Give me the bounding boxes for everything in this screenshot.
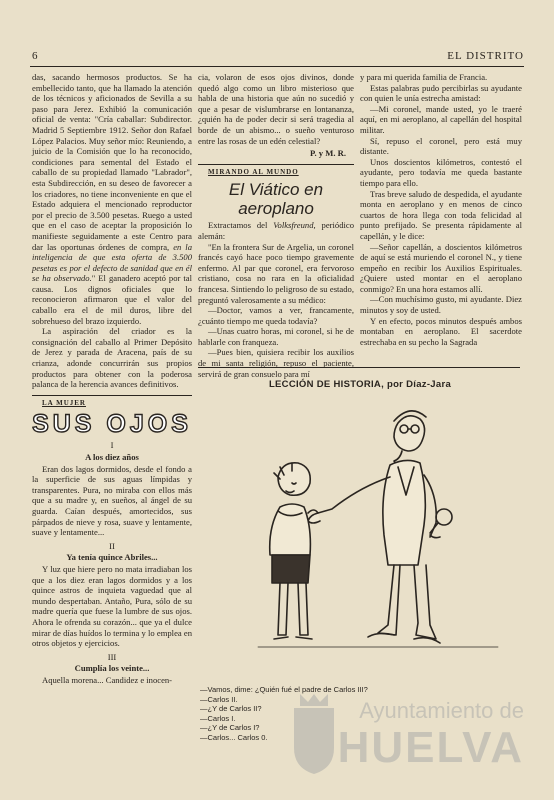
- horse-article-paragraph-2: La aspiración del criador es la consignación del caballo al Primer Depósito de Jerez y parada de Aracena, país de su crianza, adonde concurrirán sus propios productos para obtener con la poderosa palanca de la herencia avances definitivos.: [32, 326, 192, 390]
- student-figure: [270, 463, 318, 639]
- dialogue-line: —¿Y de Carlos I?: [200, 723, 260, 732]
- dialogue-line: —Vamos, dime: ¿Quién fué el padre de Carlos III?: [200, 685, 368, 694]
- horse-article-paragraph: [32, 72, 192, 326]
- column-right: [360, 72, 522, 347]
- author-signature: P. y M. R.: [310, 148, 346, 159]
- part-number-3: III: [107, 651, 117, 662]
- sus-ojos-paragraph-2: Y luz que hiere pero no mata irradiaban los que a los diez eran lagos dormidos y a los quince astros de inquieta vaguedad que al mundo despertaban. Antaño, Pura, sólo de su madre quería que fuese la lumbre de sus ojos. Ahora le ofrenda su corazón... que ya el dulce mirar de días huídos lo termina y lo emplea en otros objetos y ejercicios.: [32, 563, 192, 649]
- page-number: 6: [32, 50, 38, 62]
- viatico-intro-text: Extractamos del: [208, 220, 274, 231]
- archive-watermark: [284, 668, 524, 798]
- city-seal-icon: [284, 688, 344, 778]
- watermark-line-2: HUELVA: [337, 723, 524, 772]
- viatico-paragraph-12: —Con muchísimo gusto, mi ayudante. Diez minutos y soy de usted.: [360, 294, 522, 316]
- teacher-figure: [308, 411, 452, 643]
- viatico-paragraph-4: —Pues bien, quisiera recibir los auxilios de mi santa religión, repuso el paciente, servirá de gran consuelo para mí: [198, 347, 354, 379]
- viatico-source-name: Volksfreund: [273, 220, 314, 231]
- part-subtitle-2: Ya tenía quince Abriles...: [66, 552, 158, 563]
- section-divider: [198, 164, 354, 165]
- part-number-2: II: [109, 540, 115, 551]
- article-title-sus-ojos: SUS OJOS: [32, 410, 192, 439]
- sus-ojos-continuation: cia, volaron de esos ojos divinos, donde quedó algo como un libro misterioso que habla de una historia que aún no sucedió y que a pesar de vislumbrarse en lontananza, ¿quién ha de poder decir si será tragedia al borde de un abismo... o sueño venturoso entre las rosas de un edén celestial?: [198, 72, 354, 146]
- dialogue-line: —Carlos II.: [200, 694, 238, 704]
- horse-article-text: das, sacando hermosos productos. Se ha embellecido tanto, que ha llamado la atención de los técnicos y aficionados de Sevilla a su paso para Jerez. Exhibió la comunicación oficial de venta: "Cría caballar: Subdirector. Madrid 5 Septiembre 1912. Señor don Rafael López Palacios. Muy señor mío: Reuniendo, a juicio de la Comisión que lo ha reconocido, condiciones para semental del Estado el caballo de su propiedad llamado "Labrador", esta Subdirección, en su deseo de favorecer a los criadores, no tiene inconveniente en que el Estado adquiera el mencionado reproductor por el precio de 3.500 pesetas. Ruego a usted que en el caso de aceptar la proposición lo manifieste seguidamente a este Centro para dar las oportunas órdenes de compra,: [32, 72, 192, 252]
- horse-article-italic: en la inteligencia de que esta oferta de 3.500 pesetas es por el defecto de sanidad que en él se ha observado.: [32, 241, 192, 284]
- sus-ojos-paragraph-3: Aquella morena... Candidez e inocen-: [42, 674, 173, 685]
- viatico-paragraph-6: Estas palabras pudo percibirlas su ayudante con quien le unía estrecha amistad:: [360, 82, 522, 104]
- viatico-intro-text-end: , periódico alemán:: [198, 220, 354, 241]
- viatico-paragraph-10: Tras breve saludo de despedida, el ayudante monta en aeroplano y en menos de cinco cuartos de hora llega con toda felicidad al punto prefijado. Se presenta rápidamente al capellán, y le dice:: [360, 188, 522, 241]
- article-title-viatico: El Viático en aeroplano: [228, 180, 324, 219]
- cartoon-title: LECCIÓN DE HISTORIA, por Díaz-Jara: [268, 379, 452, 390]
- dialogue-line: —Carlos... Carlos 0.: [200, 732, 268, 742]
- viatico-paragraph-9: Unos doscientos kilómetros, contestó el ayudante, pero todavía me queda bastante tiempo para ello.: [360, 156, 522, 188]
- viatico-paragraph-8: Sí, repuso el coronel, pero está muy distante.: [360, 135, 522, 157]
- section-label-la-mujer: LA MUJER: [42, 398, 86, 407]
- part-subtitle-3: Cumplía los veinte...: [74, 663, 150, 674]
- sus-ojos-paragraph-1: Eran dos lagos dormidos, desde el fondo a la superficie de sus aguas límpidas y transparentes. Pura, no miraba con ellos más que a su madre y, en sueños, al ángel de su guarda. Caían después, amortecidos, sus párpados de nieve y rosa, suave y lentamente, suave y lentamente...: [32, 463, 192, 538]
- column-left: [32, 72, 192, 685]
- dialogue-line: —Carlos I.: [200, 713, 236, 723]
- newspaper-title: EL DISTRITO: [447, 50, 524, 62]
- viatico-paragraph-13: Y en efecto, pocos minutos después ambos montaban en aeroplano. El sacerdote estrechaba en su pecho la Sagrada: [360, 315, 522, 347]
- section-label-mirando-al-mundo: MIRANDO AL MUNDO: [208, 167, 299, 176]
- horse-article-text-end: " El ganadero aceptó por tal causa. Los dignos oficiales que lo reconocieron afirmaron que el valor del caballo era el de mil duros, libre del sobrehueso del brazo izquierdo.: [32, 273, 193, 326]
- viatico-paragraph-7: —Mi coronel, mande usted, yo le traeré aquí, en mi aeroplano, al capellán del hospital militar.: [360, 103, 522, 135]
- watermark-line-1: Ayuntamiento de: [359, 698, 524, 723]
- dialogue-line: —¿Y de Carlos II?: [200, 704, 262, 713]
- header-rule: [30, 66, 524, 67]
- page-header: [30, 50, 524, 66]
- viatico-paragraph-1: "En la frontera Sur de Argelia, un coronel francés cayó hace poco tiempo gravemente enfermo. Al par que coronel, era fervoroso cristiano, cosa no rara en la oficialidad francesa. Sintiendo lo peligroso de su estado, preguntó valerosamente a su médico:: [198, 241, 354, 305]
- part-number-1: I: [110, 440, 114, 451]
- viatico-intro: [198, 220, 354, 241]
- viatico-paragraph-11: —Señor capellán, a doscientos kilómetros de aquí se está muriendo el coronel N., y tiene empeño en recibir los Auxilios Espirituales. ¿Quiere usted montar en el aeroplano conmigo? En una hora estamos allí.: [360, 241, 522, 294]
- cartoon-drawing: [218, 395, 508, 685]
- viatico-paragraph-2: —Doctor, vamos a ver, francamente, ¿cuánto tiempo me queda todavía?: [198, 305, 354, 326]
- part-subtitle-1: A los diez años: [85, 452, 139, 462]
- viatico-paragraph-5: y para mi querida familia de Francia.: [360, 72, 488, 82]
- column-middle: [198, 72, 354, 379]
- viatico-paragraph-3: —Unas cuatro horas, mi coronel, si he de hablarle con franqueza.: [198, 326, 354, 347]
- section-divider: [32, 395, 192, 396]
